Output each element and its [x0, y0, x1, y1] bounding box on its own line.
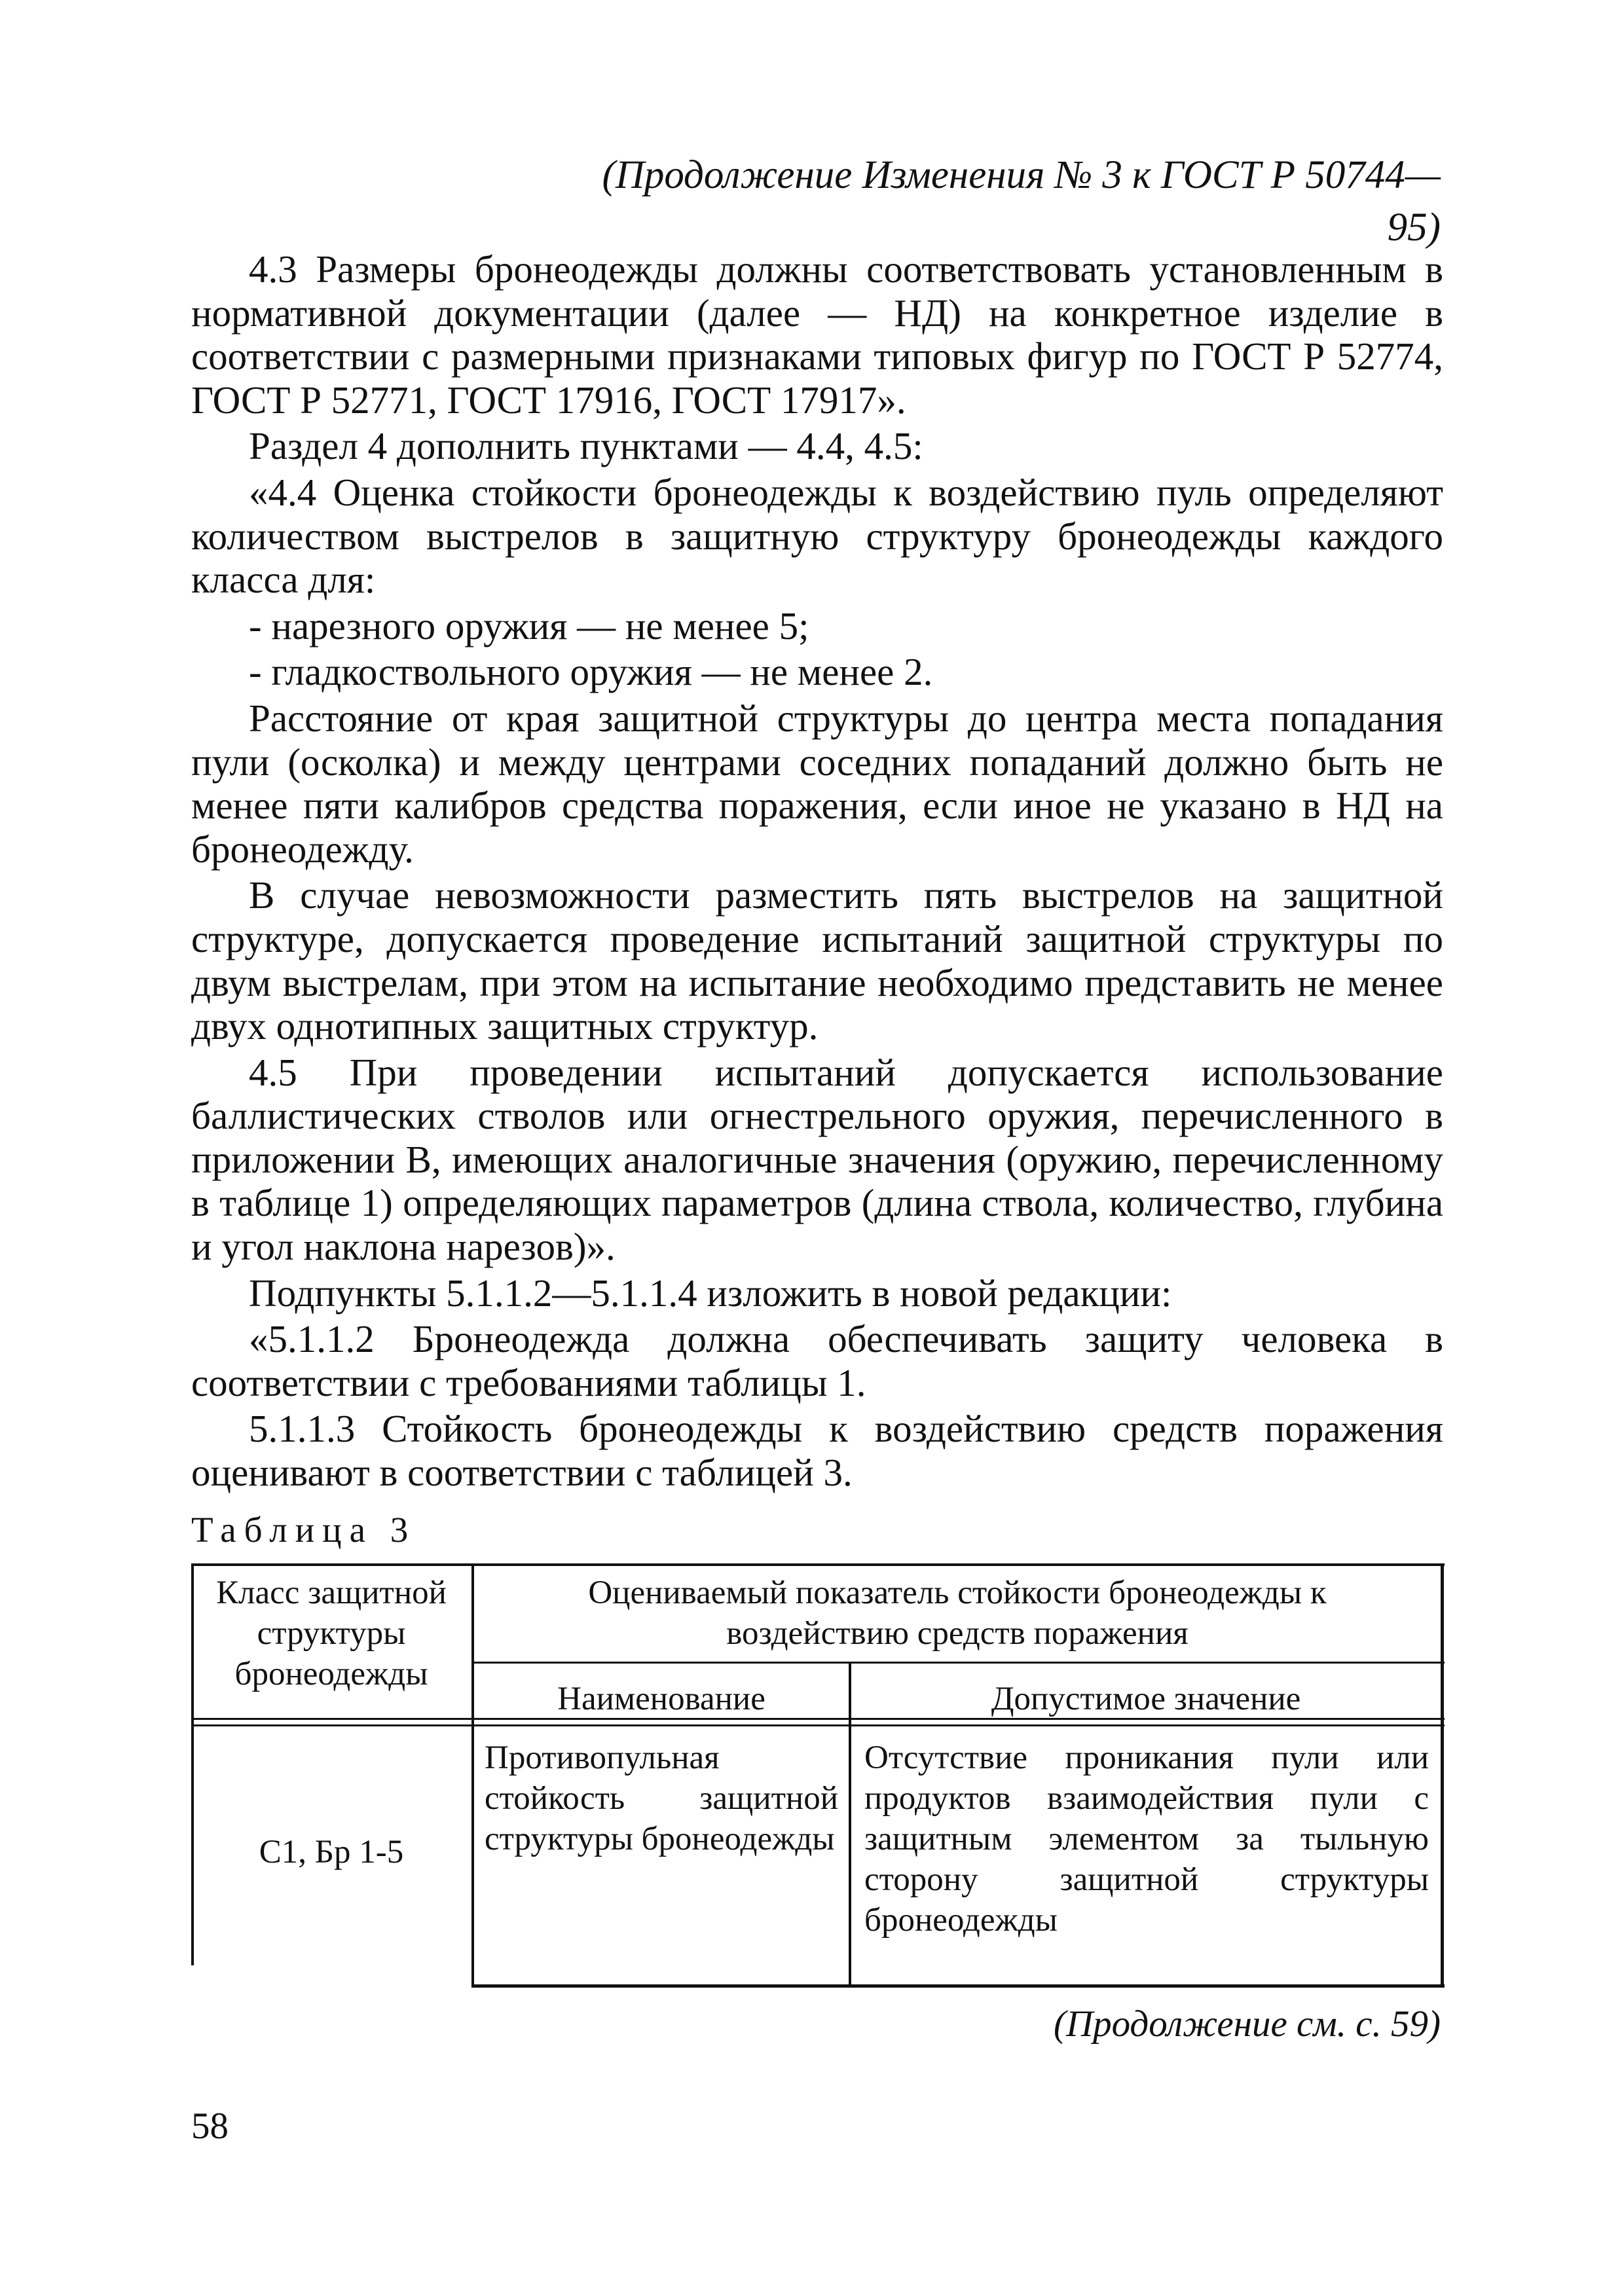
paragraph-impossibility: В случае невозможности разместить пять выстрелов на защитной структуре, допускается проведение испытаний защитной структуры по двум выстрелам, при этом на испытание необходимо представить не менее двух однотипных защитных структур.	[191, 873, 1443, 1048]
table-col-separator-1	[471, 1563, 474, 1988]
header-name: Наименование	[557, 1681, 765, 1717]
list-item-smoothbore: - гладкоствольного оружия — не менее 2.	[249, 650, 933, 694]
header-value: Допустимое значение	[991, 1681, 1301, 1717]
running-header: (Продолжение Изменения № 3 к ГОСТ Р 50744—95)	[602, 153, 1441, 249]
table-header-split	[471, 1662, 1445, 1664]
paragraph-distance: Расстояние от края защитной структуры до центра места попадания пули (осколка) и между центрами соседних попаданий должно быть не менее пяти калибров средства поражения, если иное не указано в НД на бронеодежду.	[191, 696, 1443, 871]
paragraph-4-5: 4.5 При проведении испытаний допускается использование баллистических стволов или огнестрельного оружия, перечисленного в приложении В, имеющих аналогичные значения (оружию, перечисленному в таблице 1) определяющих параметров (длина ствола, количество, глубина и угол наклона нарезов)».	[191, 1050, 1443, 1269]
paragraph-4-4: «4.4 Оценка стойкости бронеодежды к воздействию пуль определяют количеством выстрелов в защитную структуру бронеодежды каждого класса для:	[191, 470, 1443, 602]
header-group: Оцениваемый показатель стойкости бронеодежды к воздействию средств поражения	[588, 1575, 1327, 1652]
continuation-note: (Продолжение см. с. 59)	[1053, 2003, 1441, 2045]
paragraph-4-3: 4.3 Размеры бронеодежды должны соответствовать установленным в нормативной документации (далее — НД) на конкретное изделие в соответствии с размерными признаками типовых фигур по ГОСТ Р 52774, ГОСТ Р 52771, ГОСТ 17916, ГОСТ 17917».	[191, 247, 1443, 422]
paragraph-5-1-1-3: 5.1.1.3 Стойкость бронеодежды к воздействию средств поражения оценивают в соответствии с таблицей 3.	[191, 1407, 1443, 1495]
page-number: 58	[191, 2105, 229, 2147]
table-border-left	[191, 1563, 194, 1965]
cell-name: Противопульная стойкость защитной структуры бронеодежды	[485, 1740, 838, 1857]
body-text	[191, 247, 1443, 1495]
header-class: Класс защитной структуры бронеодежды	[216, 1575, 447, 1692]
paragraph-section4-add: Раздел 4 дополнить пунктами — 4.4, 4.5:	[249, 424, 923, 468]
cell-class: С1, Бр 1-5	[259, 1834, 404, 1870]
table-3	[191, 1563, 1445, 1988]
table-border-bottom	[471, 1984, 1445, 1988]
table-caption: Таблица 3	[191, 1510, 416, 1550]
list-item-rifled: - нарезного оружия — не менее 5;	[249, 604, 809, 647]
cell-value: Отсутствие проникания пули или продуктов взаимодействия пули с защитным элементом за тыльную сторону защитной структуры бронеодежды	[864, 1740, 1429, 1939]
paragraph-5-1-1-2: «5.1.1.2 Бронеодежда должна обеспечивать защиту человека в соответствии с требованиями таблицы 1.	[191, 1317, 1443, 1404]
table-border-top	[191, 1563, 1445, 1566]
paragraph-subclauses: Подпункты 5.1.1.2—5.1.1.4 изложить в новой редакции:	[249, 1271, 1172, 1315]
table-border-right	[1441, 1563, 1444, 1988]
table-header-bottom-b	[191, 1724, 1445, 1726]
